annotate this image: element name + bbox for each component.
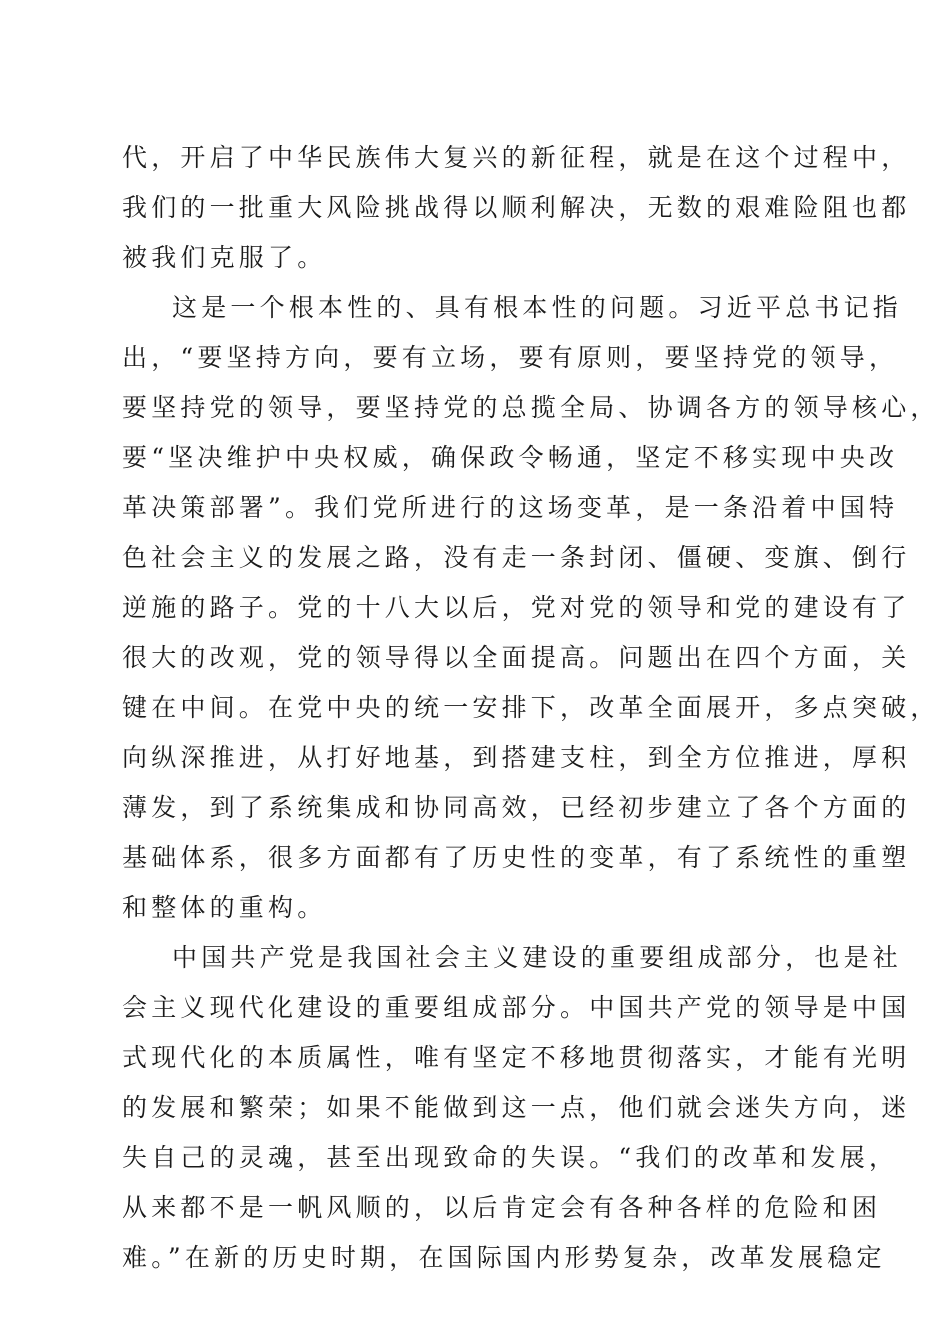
paragraph-2-line-6: 色社会主义的发展之路，没有走一条封闭、僵硬、变旗、倒行: [122, 543, 911, 572]
paragraph-2-line-2: 出，“要坚持方向，要有立场，要有原则，要坚持党的领导，: [122, 343, 899, 372]
paragraph-1-line-3: 被我们克服了。: [122, 243, 327, 272]
paragraph-2-line-8: 很大的改观，党的领导得以全面提高。问题出在四个方面，关: [122, 643, 911, 672]
paragraph-2-line-12: 基础体系，很多方面都有了历史性的变革，有了系统性的重塑: [122, 843, 911, 872]
paragraph-3-line-3: 式现代化的本质属性，唯有坚定不移地贯彻落实，才能有光明: [122, 1043, 911, 1072]
paragraph-2-line-3: 要坚持党的领导，要坚持党的总揽全局、协调各方的领导核心，: [122, 393, 940, 422]
paragraph-3-line-5: 失自己的灵魂，甚至出现致命的失误。“我们的改革和发展，: [122, 1143, 899, 1172]
paragraph-3-line-2: 会主义现代化建设的重要组成部分。中国共产党的领导是中国: [122, 993, 911, 1022]
paragraph-3-line-7: 难。”在新的历史时期，在国际国内形势复杂，改革发展稳定: [122, 1243, 886, 1272]
paragraph-1-line-1: 代，开启了中华民族伟大复兴的新征程，就是在这个过程中，: [122, 143, 911, 172]
paragraph-2-line-11: 薄发，到了系统集成和协同高效，已经初步建立了各个方面的: [122, 793, 911, 822]
paragraph-1-line-2: 我们的一批重大风险挑战得以顺利解决，无数的艰难险阻也都: [122, 193, 911, 222]
paragraph-3-line-1: 中国共产党是我国社会主义建设的重要组成部分，也是社: [172, 943, 903, 972]
paragraph-2-line-1: 这是一个根本性的、具有根本性的问题。习近平总书记指: [172, 293, 903, 322]
paragraph-2-line-7: 逆施的路子。党的十八大以后，党对党的领导和党的建设有了: [122, 593, 911, 622]
paragraph-3-line-6: 从来都不是一帆风顺的，以后肯定会有各种各样的危险和困: [122, 1193, 882, 1222]
paragraph-3-line-4: 的发展和繁荣；如果不能做到这一点，他们就会迷失方向，迷: [122, 1093, 911, 1122]
paragraph-2-line-10: 向纵深推进，从打好地基，到搭建支柱，到全方位推进，厚积: [122, 743, 911, 772]
paragraph-2-line-13: 和整体的重构。: [122, 893, 327, 922]
paragraph-2-line-4: 要“坚决维护中央权威，确保政令畅通，坚定不移实现中央改: [122, 443, 899, 472]
paragraph-2-line-9: 键在中间。在党中央的统一安排下，改革全面展开，多点突破，: [122, 693, 940, 722]
paragraph-2-line-5: 革决策部署”。我们党所进行的这场变革，是一条沿着中国特: [122, 493, 899, 522]
